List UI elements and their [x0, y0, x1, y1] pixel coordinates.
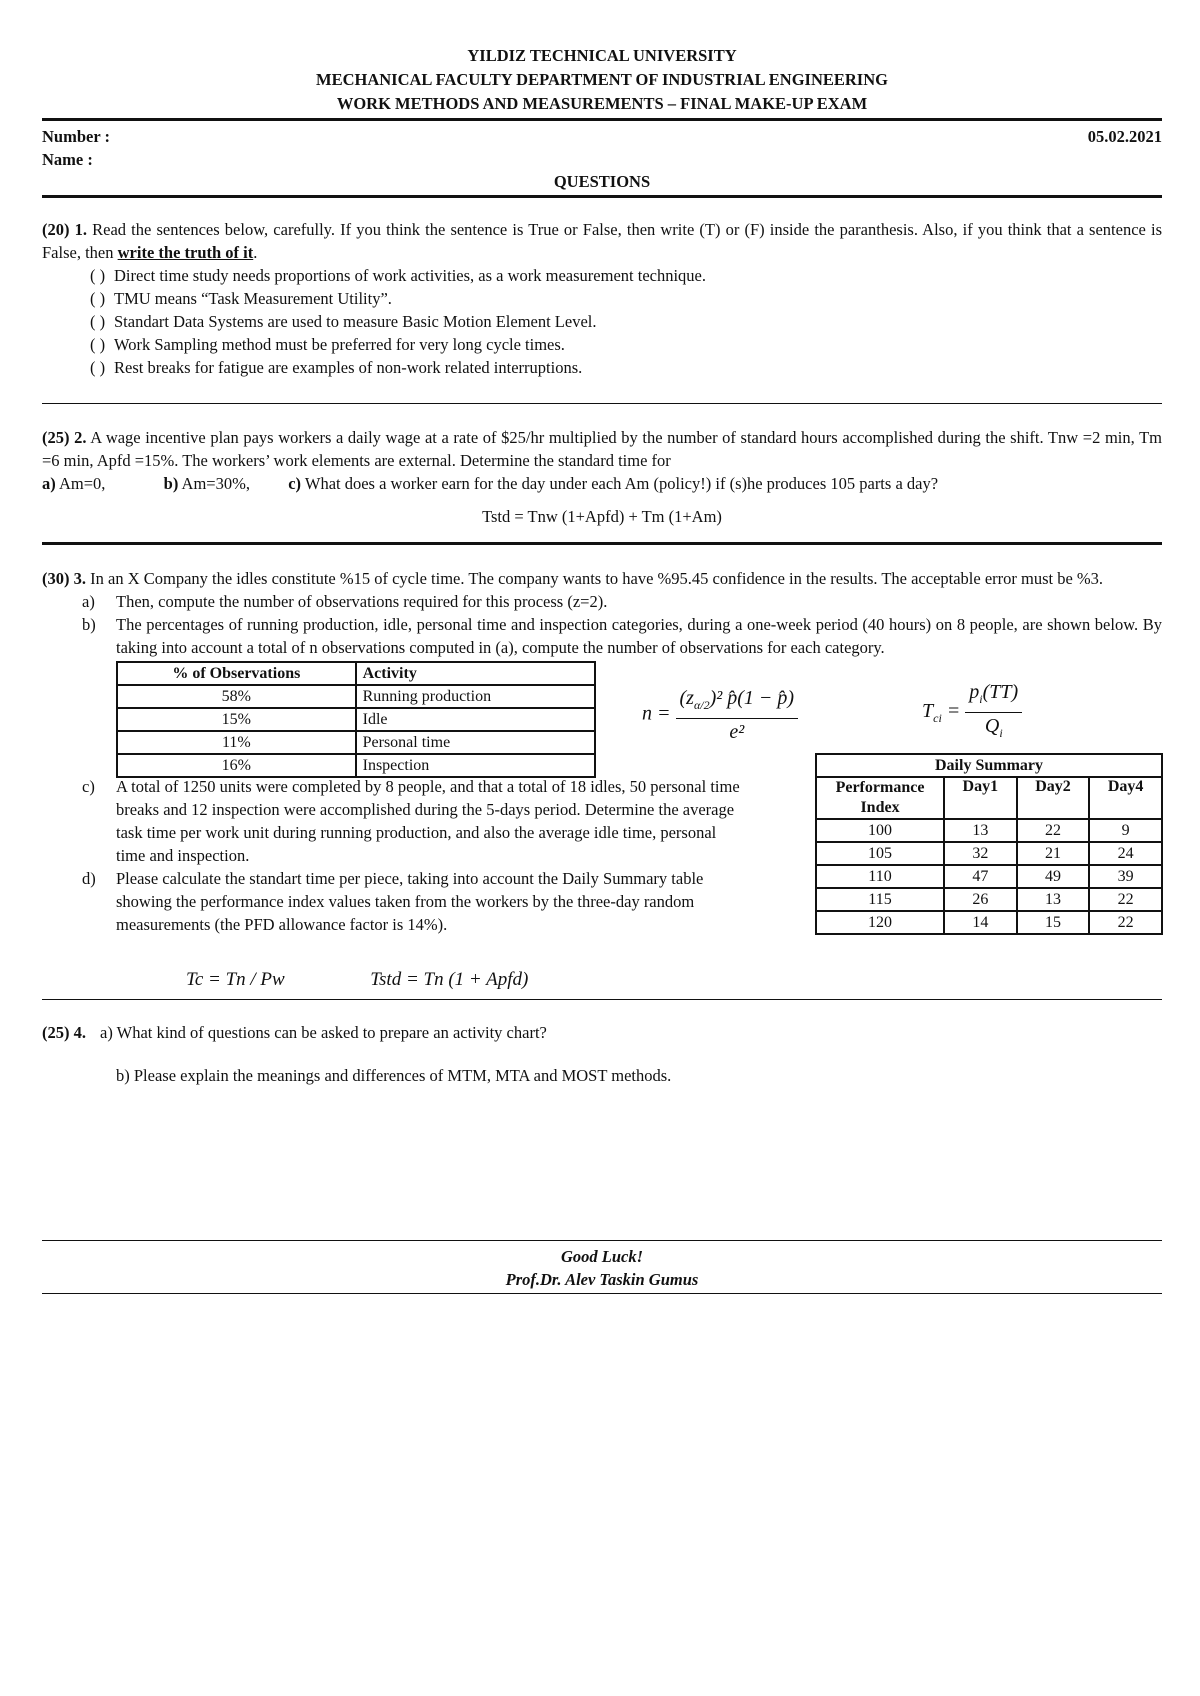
question-3 [42, 567, 1162, 1219]
q2-b-label: b) [163, 474, 179, 493]
q3-b-text: The percentages of running production, idle, personal time and inspection categories, during a one-week period (40 hours) on 8 people, are shown below. By taking into account a total of n observations computed in (a), compute the number of observations for each category. [116, 615, 1162, 657]
daily-summary-table [815, 753, 1163, 935]
table-cell: Personal time [356, 731, 595, 754]
table-cell: 32 [944, 842, 1017, 865]
footer-rule-top [42, 1240, 1162, 1241]
formula-n-denominator: e² [729, 721, 745, 743]
q3-a-label: a) [82, 592, 95, 611]
table-header-row [117, 662, 595, 685]
q2-text [42, 426, 1162, 472]
column-header: Activity [356, 662, 595, 685]
good-luck: Good Luck! [560, 1247, 644, 1266]
formula-n-num-open: (z [679, 687, 694, 709]
formula-n-lhs: n = [642, 702, 671, 725]
table-cell: 16% [117, 754, 356, 777]
q3-rule [42, 999, 1162, 1000]
q1-intro [42, 218, 1162, 264]
q1-item [42, 356, 1162, 379]
q2-a-label: a) [42, 474, 56, 493]
question-1 [42, 218, 1162, 379]
q1-item-text: TMU means “Task Measurement Utility”. [114, 289, 392, 308]
formula-t-eq: = [941, 700, 961, 723]
formula-t-denominator [985, 713, 1003, 746]
q3-c-text: A total of 1250 units were completed by 8 people, and that a total of 18 idles, 50 personal time breaks and 12 inspection were accomplished during the 5-days period. Determine the average task time per work unit during running production, and also the average idle time, personal time and inspection. [116, 777, 740, 865]
table-cell: Running production [356, 685, 595, 708]
table-row [117, 708, 595, 731]
table-cell: 100 [816, 819, 944, 842]
q1-item-text: Direct time study needs proportions of work activities, as a work measurement technique. [114, 266, 707, 285]
q2-body: A wage incentive plan pays workers a daily wage at a rate of $25/hr multiplied by the number of standard hours accomplished during the shift. Tnw =2 min, Tm =6 min, Apfd =15%. The workers’ work elements are external. Determine the standard time for [42, 428, 1162, 470]
column-header: % of Observations [117, 662, 356, 685]
formula-n-numerator [676, 685, 799, 719]
q3-part-d [42, 867, 742, 936]
formula-n-num-sub: α/2 [693, 698, 710, 712]
exam-page [42, 44, 1162, 1289]
q4-b-text: b) Please explain the meanings and differences of MTM, MTA and MOST methods. [116, 1066, 672, 1085]
formula-t-lhs-main: T [922, 700, 934, 723]
table-cell: 105 [816, 842, 944, 865]
table-title-row [816, 754, 1162, 777]
table-cell: 24 [1089, 842, 1162, 865]
q3-part-c [42, 775, 742, 867]
category-time-formula [922, 679, 1022, 746]
table-cell: Inspection [356, 754, 595, 777]
answer-paren[interactable]: ( ) [90, 335, 106, 354]
q4-a-text: a) What kind of questions can be asked to prepare an activity chart? [100, 1023, 547, 1042]
table-cell: 14 [944, 911, 1017, 934]
q3-bottom-formulas [186, 969, 528, 991]
q1-item [42, 310, 1162, 333]
name-label: Name : [42, 150, 93, 169]
table-cell: 115 [816, 888, 944, 911]
table-cell: 110 [816, 865, 944, 888]
formula-t-lhs [922, 700, 961, 726]
q3-part-a [42, 590, 1162, 613]
q1-item-text: Standart Data Systems are used to measure Basic Motion Element Level. [114, 312, 597, 331]
q1-intro-text: Read the sentences below, carefully. If you think the sentence is True or False, then write (T) or (F) inside the paranthesis. Also, if you think that a sentence is False, then [42, 220, 1162, 262]
professor-name: Prof.Dr. Alev Taskin Gumus [505, 1270, 699, 1289]
q3-d-text: Please calculate the standart time per piece, taking into account the Daily Summary table showing the performance index values taken from the workers by the three-day random measurements (the PFD allowance factor is 14%). [116, 869, 704, 934]
table-row [816, 888, 1162, 911]
q4-a [42, 1021, 1162, 1044]
column-header: Performance Index [816, 777, 944, 819]
q1-item-text: Work Sampling method must be preferred for very long cycle times. [114, 335, 565, 354]
table-row [117, 754, 595, 777]
column-header: Day2 [1017, 777, 1090, 819]
questions-rule [42, 195, 1162, 198]
q2-points: (25) 2. [42, 428, 87, 447]
q3-c-label: c) [82, 777, 95, 796]
table-row [117, 731, 595, 754]
table-header-row [816, 777, 1162, 819]
q2-rule [42, 542, 1162, 545]
q1-item [42, 333, 1162, 356]
table-cell: 13 [944, 819, 1017, 842]
formula-n-fraction [676, 685, 799, 745]
column-header: Day4 [1089, 777, 1162, 819]
table-cell: 13 [1017, 888, 1090, 911]
q1-item-text: Rest breaks for fatigue are examples of non-work related interruptions. [114, 358, 583, 377]
q3-d-label: d) [82, 869, 96, 888]
q3-b-label: b) [82, 615, 96, 634]
table-cell: 22 [1089, 911, 1162, 934]
footer [42, 1240, 1162, 1294]
sample-size-formula [642, 685, 798, 745]
questions-title: QUESTIONS [553, 172, 651, 191]
department-title: MECHANICAL FACULTY DEPARTMENT OF INDUSTRIAL ENGINEERING [316, 70, 888, 89]
table-row [816, 865, 1162, 888]
question-2 [42, 426, 1162, 528]
table-row [816, 819, 1162, 842]
formula-t-fraction [965, 679, 1022, 746]
q2-a-text: Am=0, [55, 474, 106, 493]
table-cell: 15% [117, 708, 356, 731]
formula-t-den-main: Q [984, 715, 1000, 737]
name-row [42, 148, 1162, 171]
formula-n-num-rest: )² p̂(1 − p̂) [709, 687, 795, 709]
table-cell: 21 [1017, 842, 1090, 865]
number-label: Number : [42, 127, 110, 146]
q4-points: (25) 4. [42, 1023, 86, 1042]
table-row [117, 685, 595, 708]
formula-t-num-sub: i [979, 692, 983, 706]
table-cell: 15 [1017, 911, 1090, 934]
number-date-row [42, 125, 1162, 148]
table-cell: 120 [816, 911, 944, 934]
formula-tc: Tc = Tn / Pw [186, 969, 285, 990]
q1-item [42, 287, 1162, 310]
observations-table [116, 661, 596, 778]
answer-paren[interactable]: ( ) [90, 266, 106, 285]
q3-part-b [42, 613, 1162, 659]
university-title: YILDIZ TECHNICAL UNIVERSITY [467, 46, 737, 65]
footer-rule-bottom [42, 1293, 1162, 1294]
formula-t-num-rest: (TT) [982, 681, 1019, 703]
q3-text [42, 567, 1162, 590]
table-cell: 9 [1089, 819, 1162, 842]
q3-a-text: Then, compute the number of observations required for this process (z=2). [116, 592, 608, 611]
formula-t-numerator [965, 679, 1022, 713]
table-cell: 49 [1017, 865, 1090, 888]
q1-emphasis: write the truth of it [117, 243, 254, 262]
table-cell: 58% [117, 685, 356, 708]
formula-t-lhs-sub: ci [933, 711, 942, 726]
table-cell: Idle [356, 708, 595, 731]
q3-points: (30) 3. [42, 569, 86, 588]
answer-paren[interactable]: ( ) [90, 289, 106, 308]
formula-tstd: Tstd = Tn (1 + Apfd) [370, 969, 529, 990]
table-cell: 22 [1089, 888, 1162, 911]
table-cell: 11% [117, 731, 356, 754]
table-cell: 26 [944, 888, 1017, 911]
formula-t-num-main: p [969, 681, 980, 703]
q3-parts-cd [42, 775, 742, 936]
q2-formula: Tstd = Tnw (1+Apfd) + Tm (1+Am) [482, 507, 722, 526]
column-header: Day1 [944, 777, 1017, 819]
answer-paren[interactable]: ( ) [90, 312, 106, 331]
q2-b-text: Am=30%, [178, 474, 250, 493]
daily-summary-title: Daily Summary [816, 754, 1162, 777]
q1-intro-end: . [253, 243, 258, 262]
table-cell: 39 [1089, 865, 1162, 888]
q2-c-text: What does a worker earn for the day under each Am (policy!) if (s)he produces 105 parts a day? [301, 474, 939, 493]
formula-t-den-sub: i [999, 726, 1003, 740]
exam-date: 05.02.2021 [1087, 127, 1162, 146]
header-rule [42, 118, 1162, 121]
answer-paren[interactable]: ( ) [90, 358, 106, 377]
table-row [816, 842, 1162, 865]
table-row [816, 911, 1162, 934]
q3-body: In an X Company the idles constitute %15 of cycle time. The company wants to have %95.45 confidence in the results. The acceptable error must be %3. [86, 569, 1104, 588]
exam-title: WORK METHODS AND MEASUREMENTS – FINAL MAKE-UP EXAM [336, 94, 868, 113]
q1-rule [42, 403, 1162, 404]
q1-item [42, 264, 1162, 287]
q1-points: (20) 1. [42, 220, 87, 239]
table-cell: 47 [944, 865, 1017, 888]
q2-parts [42, 472, 1162, 495]
q2-c-label: c) [288, 474, 302, 493]
question-4 [42, 1021, 1162, 1087]
table-cell: 22 [1017, 819, 1090, 842]
